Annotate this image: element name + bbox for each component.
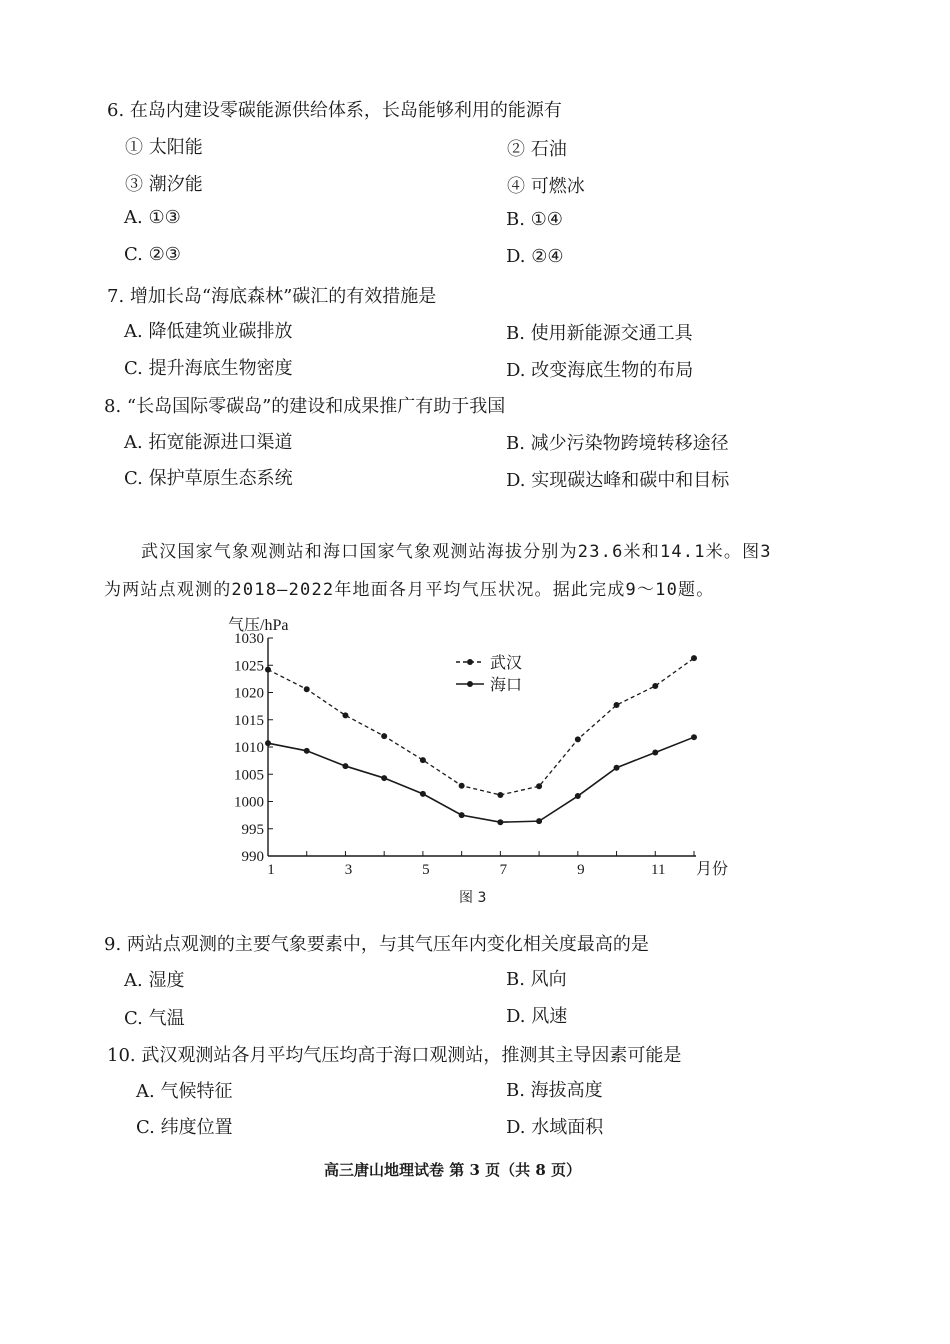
q10-option-c: C. 纬度位置: [136, 1117, 233, 1138]
q10-option-a: A. 气候特征: [136, 1081, 233, 1102]
data-point: [459, 783, 465, 789]
y-tick-label: 990: [241, 849, 264, 865]
x-tick-label: 11: [651, 862, 666, 878]
data-point: [536, 818, 542, 824]
y-tick-label: 1010: [234, 740, 264, 756]
q6-option-b: B. ①④: [506, 209, 563, 230]
legend-marker: [467, 659, 473, 665]
y-tick-label: 1015: [234, 712, 264, 729]
data-point: [691, 655, 697, 661]
passage-line-2: 为两站点观测的2018—2022年地面各月平均气压状况。据此完成9～10题。: [104, 580, 715, 600]
data-point: [652, 749, 658, 755]
data-point: [614, 702, 620, 708]
data-point: [265, 667, 271, 673]
data-point: [342, 763, 348, 769]
x-tick-label: 5: [422, 862, 430, 878]
q8-stem: 8. “长岛国际零碳岛”的建设和成果推广有助于我国: [104, 396, 506, 417]
q9-option-c: C. 气温: [124, 1008, 185, 1029]
q7-option-a: A. 降低建筑业碳排放: [124, 321, 293, 342]
q9-option-a: A. 湿度: [124, 970, 185, 991]
q9-option-d: D. 风速: [506, 1006, 568, 1027]
q6-item-1: ① 太阳能: [125, 137, 203, 158]
q7-option-c: C. 提升海底生物密度: [124, 358, 293, 379]
q10-stem: 10. 武汉观测站各月平均气压均高于海口观测站，推测其主导因素可能是: [107, 1045, 682, 1066]
legend-label: 海口: [490, 677, 523, 694]
x-tick-label: 7: [499, 862, 508, 878]
series-line-1: [268, 737, 694, 822]
x-tick-label: 1: [267, 862, 275, 878]
data-point: [304, 748, 310, 754]
x-axis-label: 月份: [696, 861, 729, 878]
y-tick-label: 995: [241, 821, 264, 838]
q6-item-3: ③ 潮汐能: [125, 174, 203, 195]
q6-option-a: A. ①③: [124, 207, 181, 228]
data-point: [652, 683, 658, 689]
q9-option-b: B. 风向: [506, 969, 567, 990]
legend-marker: [467, 681, 473, 687]
chart-legend: [456, 654, 522, 694]
q9-stem: 9. 两站点观测的主要气象要素中，与其气压年内变化相关度最高的是: [104, 934, 649, 955]
data-point: [691, 734, 697, 740]
q6-option-d: D. ②④: [506, 246, 564, 267]
q6-option-c: C. ②③: [124, 244, 181, 265]
y-tick-label: 1000: [234, 794, 264, 811]
y-tick-label: 1005: [234, 767, 264, 784]
y-tick-label: 1020: [234, 685, 264, 702]
data-point: [459, 812, 465, 818]
q7-option-d: D. 改变海底生物的布局: [506, 360, 694, 381]
x-tick-label: 9: [577, 862, 585, 878]
q7-stem: 7. 增加长岛“海底森林”碳汇的有效措施是: [107, 286, 437, 307]
data-point: [536, 783, 542, 789]
figure-caption: 图 3: [459, 890, 487, 906]
chart-series: [265, 655, 697, 825]
q10-option-d: D. 水域面积: [506, 1117, 604, 1138]
q8-option-a: A. 拓宽能源进口渠道: [124, 432, 293, 453]
pressure-line-chart: [0, 600, 950, 900]
q6-stem: 6. 在岛内建设零碳能源供给体系，长岛能够利用的能源有: [107, 100, 562, 121]
q10-option-b: B. 海拔高度: [506, 1080, 603, 1101]
q6-item-4: ④ 可燃冰: [507, 176, 585, 197]
data-point: [497, 819, 503, 825]
q8-option-d: D. 实现碳达峰和碳中和目标: [506, 470, 730, 491]
passage-line-1: 武汉国家气象观测站和海口国家气象观测站海拔分别为23.6米和14.1米。图3: [141, 542, 772, 562]
data-point: [420, 757, 426, 763]
legend-label: 武汉: [490, 655, 523, 672]
series-line-0: [268, 658, 694, 795]
q6-item-2: ② 石油: [507, 139, 567, 160]
data-point: [575, 736, 581, 742]
y-tick-label: 1030: [234, 631, 264, 647]
page-footer: 高三唐山地理试卷 第 3 页（共 8 页）: [324, 1161, 581, 1179]
q8-option-c: C. 保护草原生态系统: [124, 468, 293, 489]
data-point: [265, 740, 271, 746]
q7-option-b: B. 使用新能源交通工具: [506, 323, 693, 344]
data-point: [614, 765, 620, 771]
data-point: [342, 712, 348, 718]
chart-axes: [228, 616, 728, 878]
data-point: [420, 791, 426, 797]
x-tick-label: 3: [344, 862, 353, 878]
data-point: [381, 733, 387, 739]
data-point: [381, 775, 387, 781]
data-point: [575, 793, 581, 799]
data-point: [497, 792, 503, 798]
y-tick-label: 1025: [234, 658, 264, 675]
y-axis-label: 气压/hPa: [228, 617, 289, 634]
data-point: [304, 686, 310, 692]
q8-option-b: B. 减少污染物跨境转移途径: [506, 433, 729, 454]
